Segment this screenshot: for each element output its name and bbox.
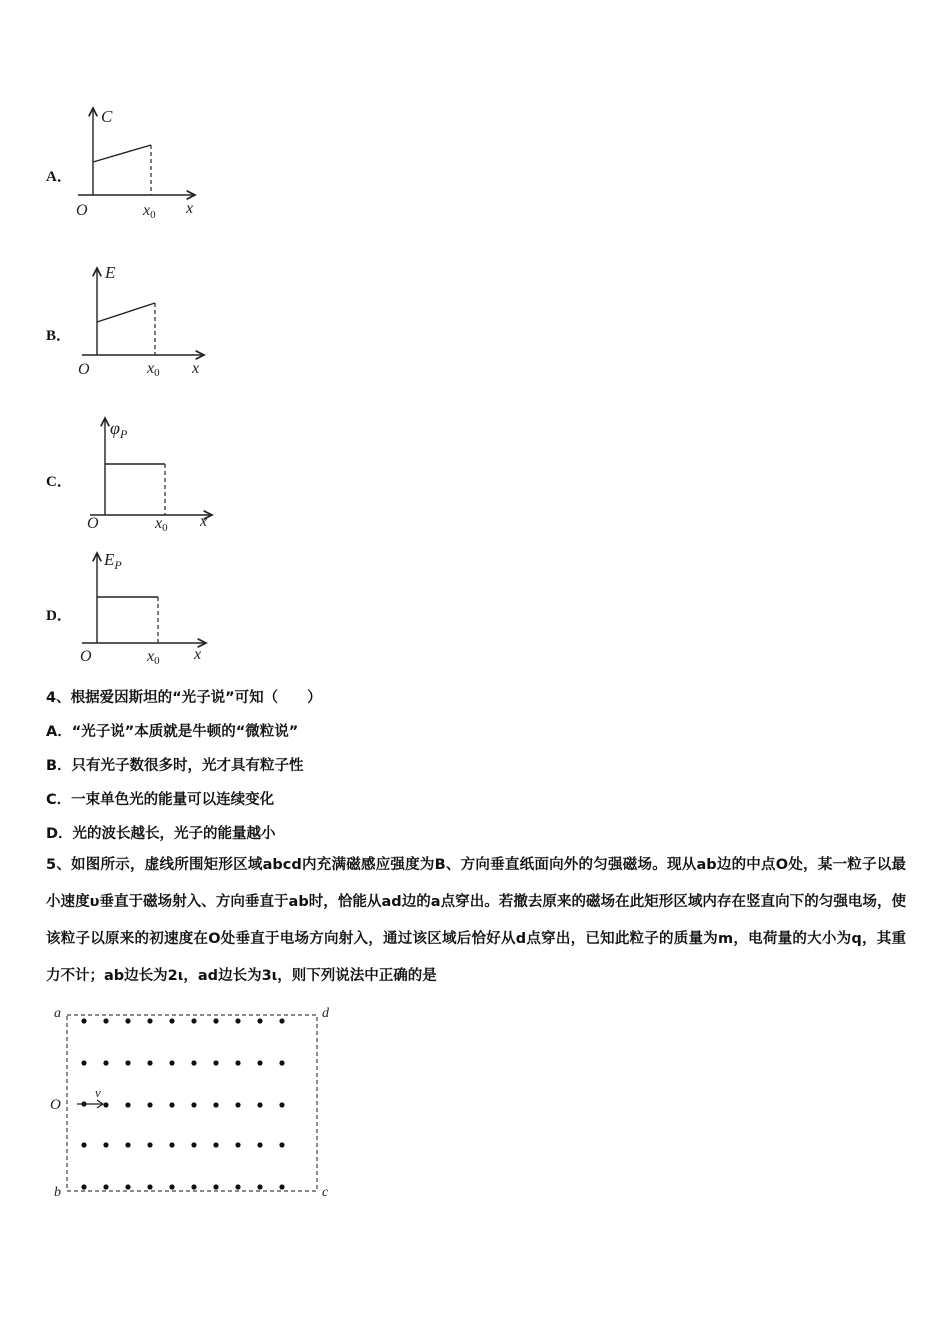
option-c-label: C． [46,474,72,490]
field-dot [235,1184,240,1189]
corner-c-label: c [322,1185,329,1200]
field-dot [169,1102,174,1107]
velocity-label: v [95,1085,101,1100]
origin-label: O [87,515,99,532]
field-dot [125,1060,130,1065]
field-dot [235,1060,240,1065]
field-dot [169,1060,174,1065]
field-dot [213,1142,218,1147]
graph-a [70,100,210,225]
field-dot [257,1018,262,1023]
field-dot [169,1018,174,1023]
field-dot [235,1142,240,1147]
field-dot [103,1184,108,1189]
field-dot [81,1060,86,1065]
graph-d [74,545,214,670]
field-dot [257,1102,262,1107]
field-dot [81,1018,86,1023]
field-dot [213,1102,218,1107]
field-dot [213,1060,218,1065]
graph-b [74,260,214,385]
x0-label: x0 [155,515,168,534]
magnetic-field-figure [44,1003,344,1208]
field-dot [235,1018,240,1023]
x-label: x [192,360,200,377]
field-dot [103,1018,108,1023]
field-dot [191,1184,196,1189]
field-dot [257,1142,262,1147]
field-dot [147,1018,152,1023]
field-dot [191,1060,196,1065]
field-dot [103,1060,108,1065]
field-dot [125,1102,130,1107]
field-dot [81,1142,86,1147]
origin-o-label: O [50,1097,61,1113]
field-dot [279,1102,284,1107]
field-dot [235,1102,240,1107]
field-dot [191,1102,196,1107]
y-label: $\varphi_P$ [110,418,128,441]
graph-line [93,145,151,162]
y-label: C [101,107,113,126]
field-dot [279,1184,284,1189]
field-dot [103,1142,108,1147]
origin-label: O [80,648,92,665]
x-label: x [194,646,202,663]
q5-stem: 5、如图所示，虚线所围矩形区域abcd内充满磁感应强度为B、方向垂直纸面向外的匀强磁场。现从ab边的中点O处，某一粒子以最小速度υ垂直于磁场射入、方向垂直于ab时，恰能从ad边的a点穿出。若撤去原来的磁场在此矩形区域内存在竖直向下的匀强电场，使该粒子以原来的初速度在O处垂直于电场方向射入，通过该区域后恰好从d点穿出，已知此粒子的质量为m，电荷量的大小为q，其重力不计；ab边长为2ι，ad边长为3ι，则下列说法中正确的是 [46,857,906,984]
q4-option-c: C．一束单色光的能量可以连续变化 [46,792,275,808]
field-dot [213,1018,218,1023]
q4-stem: 4、根据爱因斯坦的“光子说”可知（ ） [46,690,322,706]
y-label: E [105,263,116,282]
field-dot [147,1142,152,1147]
field-dots [81,1018,284,1189]
field-dot [169,1184,174,1189]
graph-line [97,303,155,322]
x-label: x [200,513,208,530]
field-dot [103,1102,108,1107]
x0-label: x0 [147,360,160,379]
field-dot [147,1102,152,1107]
x-label: x [186,200,194,217]
option-b-label: B． [46,328,72,344]
q4-option-d: D．光的波长越长，光子的能量越小 [46,826,276,842]
q4-option-b: B．只有光子数很多时，光才具有粒子性 [46,758,304,774]
field-dot [125,1018,130,1023]
origin-label: O [76,202,88,219]
field-dot [257,1184,262,1189]
field-dot [147,1060,152,1065]
x0-label: x0 [147,648,160,667]
field-dot [191,1142,196,1147]
corner-a-label: a [54,1006,61,1021]
x0-label: x0 [143,202,156,221]
corner-d-label: d [322,1006,329,1021]
option-d-label: D． [46,608,72,624]
field-dot [169,1142,174,1147]
field-dot [125,1142,130,1147]
corner-b-label: b [54,1185,61,1200]
field-dot [257,1060,262,1065]
graph-c [82,410,222,535]
field-dot [279,1018,284,1023]
y-label: $E_P$ [104,550,122,572]
option-a-label: A． [46,169,72,185]
field-dot [81,1184,86,1189]
field-dot [279,1060,284,1065]
field-dot [213,1184,218,1189]
origin-label: O [78,361,90,378]
field-dot [191,1018,196,1023]
q4-option-a: A．“光子说”本质就是牛顿的“微粒说” [46,724,299,740]
field-dot [279,1142,284,1147]
field-dot [125,1184,130,1189]
field-dot [147,1184,152,1189]
